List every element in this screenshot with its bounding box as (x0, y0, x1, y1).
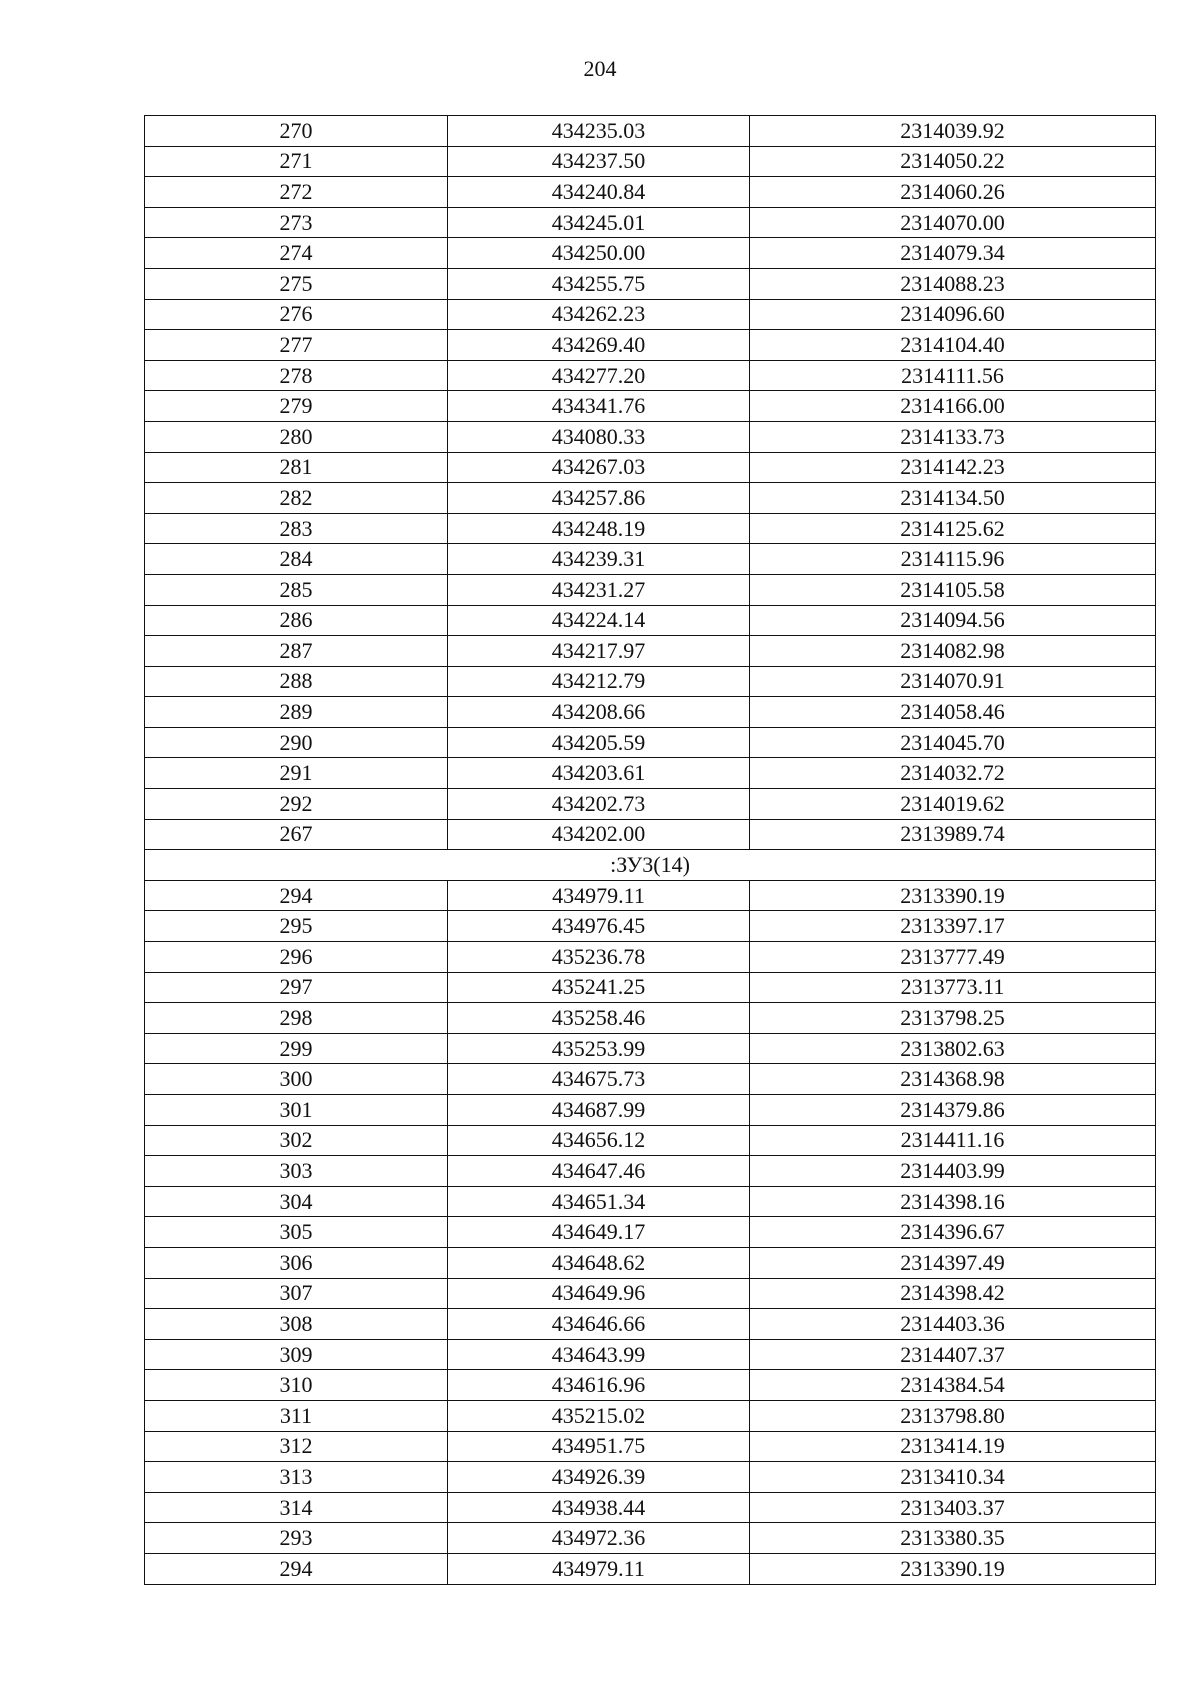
point-number-cell: 286 (145, 605, 448, 636)
x-coordinate-cell: 434341.76 (448, 391, 750, 422)
point-number-cell: 294 (145, 1553, 448, 1584)
table-row (145, 207, 1156, 238)
x-coordinate-cell: 434651.34 (448, 1186, 750, 1217)
y-coordinate-cell: 2313798.80 (750, 1400, 1156, 1431)
y-coordinate-cell: 2314142.23 (750, 452, 1156, 483)
point-number-cell: 310 (145, 1370, 448, 1401)
x-coordinate-cell: 434202.00 (448, 819, 750, 850)
table-row (145, 880, 1156, 911)
y-coordinate-cell: 2314403.36 (750, 1309, 1156, 1340)
x-coordinate-cell: 434080.33 (448, 421, 750, 452)
y-coordinate-cell: 2314079.34 (750, 238, 1156, 269)
x-coordinate-cell: 434972.36 (448, 1523, 750, 1554)
x-coordinate-cell: 434616.96 (448, 1370, 750, 1401)
x-coordinate-cell: 435236.78 (448, 942, 750, 973)
x-coordinate-cell: 434212.79 (448, 666, 750, 697)
table-row (145, 1553, 1156, 1584)
point-number-cell: 293 (145, 1523, 448, 1554)
page-number: 204 (583, 56, 617, 81)
table-row (145, 1064, 1156, 1095)
x-coordinate-cell: 435253.99 (448, 1033, 750, 1064)
x-coordinate-cell: 434267.03 (448, 452, 750, 483)
table-row (145, 666, 1156, 697)
point-number-cell: 290 (145, 727, 448, 758)
point-number-cell: 314 (145, 1492, 448, 1523)
x-coordinate-cell: 434649.96 (448, 1278, 750, 1309)
x-coordinate-cell: 434277.20 (448, 360, 750, 391)
point-number-cell: 277 (145, 330, 448, 361)
coordinates-table-body (145, 116, 1156, 1585)
table-row (145, 483, 1156, 514)
table-row (145, 1339, 1156, 1370)
y-coordinate-cell: 2313798.25 (750, 1003, 1156, 1034)
point-number-cell: 284 (145, 544, 448, 575)
y-coordinate-cell: 2314166.00 (750, 391, 1156, 422)
point-number-cell: 283 (145, 513, 448, 544)
x-coordinate-cell: 434231.27 (448, 574, 750, 605)
table-row (145, 421, 1156, 452)
table-row (145, 544, 1156, 575)
table-row (145, 299, 1156, 330)
table-row (145, 1217, 1156, 1248)
x-coordinate-cell: 434205.59 (448, 727, 750, 758)
x-coordinate-cell: 434245.01 (448, 207, 750, 238)
x-coordinate-cell: 435241.25 (448, 972, 750, 1003)
x-coordinate-cell: 434217.97 (448, 636, 750, 667)
table-row (145, 391, 1156, 422)
table-row (145, 911, 1156, 942)
x-coordinate-cell: 434649.17 (448, 1217, 750, 1248)
y-coordinate-cell: 2314096.60 (750, 299, 1156, 330)
point-number-cell: 287 (145, 636, 448, 667)
table-row (145, 177, 1156, 208)
y-coordinate-cell: 2314094.56 (750, 605, 1156, 636)
y-coordinate-cell: 2313390.19 (750, 880, 1156, 911)
y-coordinate-cell: 2313410.34 (750, 1462, 1156, 1493)
x-coordinate-cell: 434979.11 (448, 1553, 750, 1584)
y-coordinate-cell: 2314397.49 (750, 1247, 1156, 1278)
point-number-cell: 297 (145, 972, 448, 1003)
x-coordinate-cell: 434938.44 (448, 1492, 750, 1523)
x-coordinate-cell: 434235.03 (448, 116, 750, 147)
y-coordinate-cell: 2313989.74 (750, 819, 1156, 850)
x-coordinate-cell: 434237.50 (448, 146, 750, 177)
table-row (145, 330, 1156, 361)
point-number-cell: 280 (145, 421, 448, 452)
table-row (145, 1156, 1156, 1187)
point-number-cell: 282 (145, 483, 448, 514)
x-coordinate-cell: 434250.00 (448, 238, 750, 269)
y-coordinate-cell: 2314398.16 (750, 1186, 1156, 1217)
y-coordinate-cell: 2313414.19 (750, 1431, 1156, 1462)
y-coordinate-cell: 2314125.62 (750, 513, 1156, 544)
table-row (145, 1095, 1156, 1126)
y-coordinate-cell: 2313390.19 (750, 1553, 1156, 1584)
x-coordinate-cell: 434979.11 (448, 880, 750, 911)
point-number-cell: 311 (145, 1400, 448, 1431)
y-coordinate-cell: 2314070.00 (750, 207, 1156, 238)
point-number-cell: 272 (145, 177, 448, 208)
point-number-cell: 281 (145, 452, 448, 483)
y-coordinate-cell: 2314403.99 (750, 1156, 1156, 1187)
point-number-cell: 307 (145, 1278, 448, 1309)
x-coordinate-cell: 434643.99 (448, 1339, 750, 1370)
point-number-cell: 270 (145, 116, 448, 147)
y-coordinate-cell: 2314032.72 (750, 758, 1156, 789)
y-coordinate-cell: 2313773.11 (750, 972, 1156, 1003)
point-number-cell: 291 (145, 758, 448, 789)
table-row (145, 819, 1156, 850)
point-number-cell: 304 (145, 1186, 448, 1217)
y-coordinate-cell: 2313397.17 (750, 911, 1156, 942)
point-number-cell: 273 (145, 207, 448, 238)
x-coordinate-cell: 434208.66 (448, 697, 750, 728)
y-coordinate-cell: 2314115.96 (750, 544, 1156, 575)
y-coordinate-cell: 2314411.16 (750, 1125, 1156, 1156)
table-row (145, 452, 1156, 483)
point-number-cell: 285 (145, 574, 448, 605)
x-coordinate-cell: 434202.73 (448, 789, 750, 820)
point-number-cell: 302 (145, 1125, 448, 1156)
y-coordinate-cell: 2314039.92 (750, 116, 1156, 147)
y-coordinate-cell: 2314407.37 (750, 1339, 1156, 1370)
point-number-cell: 303 (145, 1156, 448, 1187)
table-row (145, 1186, 1156, 1217)
x-coordinate-cell: 434648.62 (448, 1247, 750, 1278)
x-coordinate-cell: 434269.40 (448, 330, 750, 361)
point-number-cell: 308 (145, 1309, 448, 1340)
y-coordinate-cell: 2313777.49 (750, 942, 1156, 973)
table-row (145, 1523, 1156, 1554)
point-number-cell: 306 (145, 1247, 448, 1278)
table-row (145, 942, 1156, 973)
y-coordinate-cell: 2314045.70 (750, 727, 1156, 758)
point-number-cell: 305 (145, 1217, 448, 1248)
x-coordinate-cell: 434248.19 (448, 513, 750, 544)
point-number-cell: 301 (145, 1095, 448, 1126)
x-coordinate-cell: 434240.84 (448, 177, 750, 208)
table-row (145, 116, 1156, 147)
x-coordinate-cell: 434257.86 (448, 483, 750, 514)
x-coordinate-cell: 434976.45 (448, 911, 750, 942)
y-coordinate-cell: 2314019.62 (750, 789, 1156, 820)
y-coordinate-cell: 2314133.73 (750, 421, 1156, 452)
section-label: :ЗУ3(14) (145, 850, 1156, 881)
table-row (145, 360, 1156, 391)
point-number-cell: 267 (145, 819, 448, 850)
table-row (145, 1462, 1156, 1493)
table-row (145, 1278, 1156, 1309)
y-coordinate-cell: 2313802.63 (750, 1033, 1156, 1064)
table-row (145, 1370, 1156, 1401)
x-coordinate-cell: 434646.66 (448, 1309, 750, 1340)
x-coordinate-cell: 435215.02 (448, 1400, 750, 1431)
y-coordinate-cell: 2314134.50 (750, 483, 1156, 514)
point-number-cell: 312 (145, 1431, 448, 1462)
y-coordinate-cell: 2314050.22 (750, 146, 1156, 177)
point-number-cell: 295 (145, 911, 448, 942)
x-coordinate-cell: 434926.39 (448, 1462, 750, 1493)
y-coordinate-cell: 2313403.37 (750, 1492, 1156, 1523)
section-row (145, 850, 1156, 881)
point-number-cell: 299 (145, 1033, 448, 1064)
table-row (145, 146, 1156, 177)
point-number-cell: 296 (145, 942, 448, 973)
coordinates-table (144, 115, 1156, 1585)
table-row (145, 727, 1156, 758)
x-coordinate-cell: 434647.46 (448, 1156, 750, 1187)
x-coordinate-cell: 435258.46 (448, 1003, 750, 1034)
table-row (145, 605, 1156, 636)
table-row (145, 1431, 1156, 1462)
point-number-cell: 309 (145, 1339, 448, 1370)
x-coordinate-cell: 434224.14 (448, 605, 750, 636)
table-row (145, 1033, 1156, 1064)
point-number-cell: 278 (145, 360, 448, 391)
y-coordinate-cell: 2314082.98 (750, 636, 1156, 667)
y-coordinate-cell: 2314384.54 (750, 1370, 1156, 1401)
y-coordinate-cell: 2314058.46 (750, 697, 1156, 728)
table-row (145, 574, 1156, 605)
point-number-cell: 279 (145, 391, 448, 422)
point-number-cell: 300 (145, 1064, 448, 1095)
point-number-cell: 292 (145, 789, 448, 820)
y-coordinate-cell: 2313380.35 (750, 1523, 1156, 1554)
table-row (145, 1247, 1156, 1278)
table-row (145, 636, 1156, 667)
table-row (145, 1003, 1156, 1034)
table-row (145, 513, 1156, 544)
point-number-cell: 294 (145, 880, 448, 911)
point-number-cell: 288 (145, 666, 448, 697)
point-number-cell: 298 (145, 1003, 448, 1034)
x-coordinate-cell: 434687.99 (448, 1095, 750, 1126)
point-number-cell: 271 (145, 146, 448, 177)
point-number-cell: 276 (145, 299, 448, 330)
y-coordinate-cell: 2314111.56 (750, 360, 1156, 391)
y-coordinate-cell: 2314088.23 (750, 268, 1156, 299)
point-number-cell: 313 (145, 1462, 448, 1493)
x-coordinate-cell: 434675.73 (448, 1064, 750, 1095)
point-number-cell: 275 (145, 268, 448, 299)
table-row (145, 972, 1156, 1003)
x-coordinate-cell: 434656.12 (448, 1125, 750, 1156)
y-coordinate-cell: 2314398.42 (750, 1278, 1156, 1309)
x-coordinate-cell: 434203.61 (448, 758, 750, 789)
point-number-cell: 289 (145, 697, 448, 728)
y-coordinate-cell: 2314396.67 (750, 1217, 1156, 1248)
x-coordinate-cell: 434239.31 (448, 544, 750, 575)
table-row (145, 758, 1156, 789)
y-coordinate-cell: 2314368.98 (750, 1064, 1156, 1095)
table-row (145, 268, 1156, 299)
table-row (145, 789, 1156, 820)
y-coordinate-cell: 2314070.91 (750, 666, 1156, 697)
y-coordinate-cell: 2314105.58 (750, 574, 1156, 605)
table-row (145, 1125, 1156, 1156)
x-coordinate-cell: 434262.23 (448, 299, 750, 330)
y-coordinate-cell: 2314104.40 (750, 330, 1156, 361)
table-row (145, 238, 1156, 269)
x-coordinate-cell: 434255.75 (448, 268, 750, 299)
table-row (145, 697, 1156, 728)
table-row (145, 1400, 1156, 1431)
y-coordinate-cell: 2314379.86 (750, 1095, 1156, 1126)
table-row (145, 1492, 1156, 1523)
table-row (145, 1309, 1156, 1340)
y-coordinate-cell: 2314060.26 (750, 177, 1156, 208)
point-number-cell: 274 (145, 238, 448, 269)
x-coordinate-cell: 434951.75 (448, 1431, 750, 1462)
